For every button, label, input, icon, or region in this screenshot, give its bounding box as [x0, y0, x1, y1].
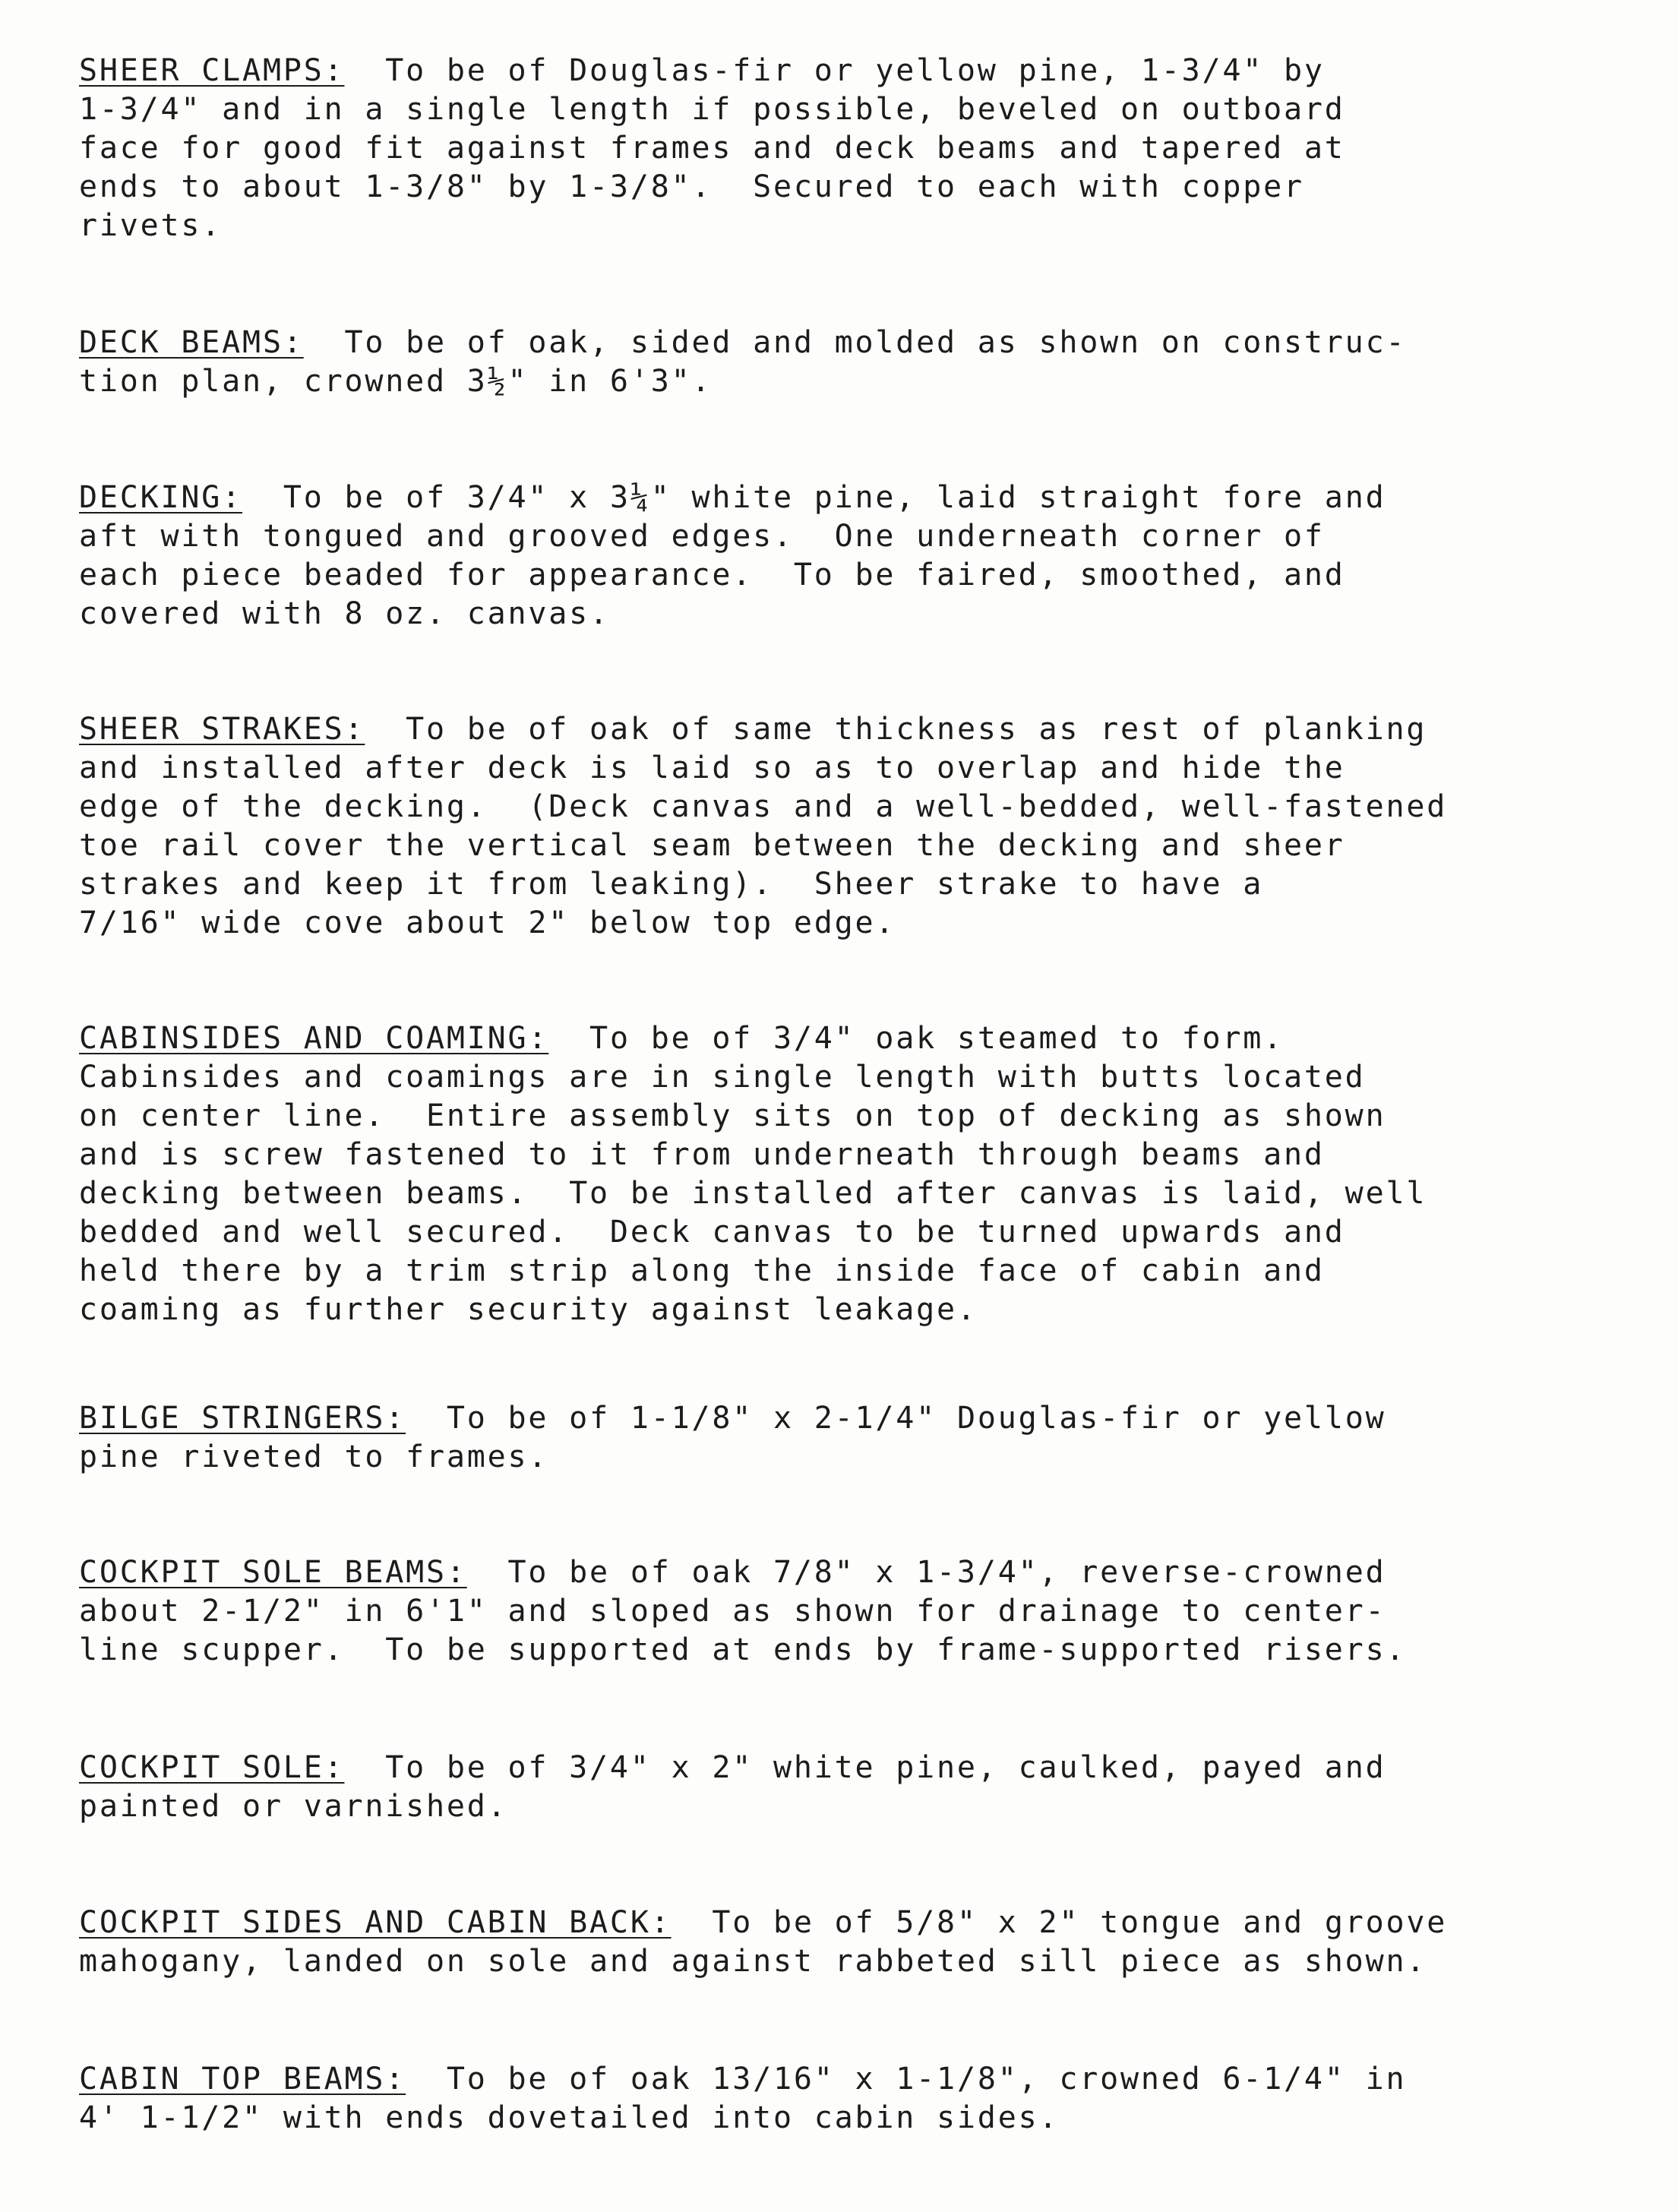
section-text-first-line: To be of 3/4" oak steamed to form.: [548, 1021, 1285, 1056]
section-bilge-stringers: [79, 1399, 1644, 1477]
section-text: pine riveted to frames.: [79, 1439, 549, 1474]
section-cabinsides-and-coaming: [79, 1019, 1644, 1329]
section-text-first-line: To be of Douglas-fir or yellow pine, 1-3/4" by: [344, 53, 1325, 88]
section-deck-beams: [79, 324, 1644, 401]
section-heading: SHEER STRAKES:: [79, 712, 365, 747]
section-text: and installed after deck is laid so as to overlap and hide the edge of the decking. (Deck canvas and a well-bedded, well-fastened toe rail cover the vertical seam between the decking and sheer strakes and keep it from leaking). Sheer strake to have a 7/16" wide cove about 2" below top edge.: [79, 750, 1448, 940]
section-cockpit-sole-beams: [79, 1553, 1644, 1670]
section-text-first-line: To be of oak 13/16" x 1-1/8", crowned 6-1/4" in: [406, 2062, 1407, 2097]
section-cockpit-sides-and-cabin-back: [79, 1904, 1644, 1981]
section-heading: COCKPIT SOLE:: [79, 1750, 345, 1785]
section-heading: COCKPIT SOLE BEAMS:: [79, 1555, 467, 1590]
section-text: 1-3/4" and in a single length if possible, beveled on outboard face for good fit against frames and deck beams and tapered at ends to about 1-3/8" by 1-3/8". Secured to each with copper rivets.: [79, 92, 1345, 243]
section-cockpit-sole: [79, 1749, 1644, 1826]
section-decking: [79, 479, 1644, 634]
section-text: mahogany, landed on sole and against rabbeted sill piece as shown.: [79, 1944, 1427, 1979]
section-heading: CABINSIDES AND COAMING:: [79, 1021, 549, 1056]
section-text-first-line: To be of oak of same thickness as rest of planking: [365, 712, 1427, 747]
section-heading: CABIN TOP BEAMS:: [79, 2062, 406, 2097]
section-text: aft with tongued and grooved edges. One underneath corner of each piece beaded for appearance. To be faired, smoothed, and covered with 8 oz. canvas.: [79, 519, 1345, 631]
section-text-first-line: To be of oak 7/8" x 1-3/4", reverse-crowned: [466, 1555, 1386, 1590]
section-cabin-top-beams: [79, 2060, 1644, 2138]
section-sheer-clamps: [79, 52, 1644, 245]
section-text-first-line: To be of 3/4" x 3¼" white pine, laid straight fore and: [242, 480, 1386, 515]
section-text-first-line: To be of 3/4" x 2" white pine, caulked, payed and: [344, 1750, 1386, 1785]
section-text: 4' 1-1/2" with ends dovetailed into cabin sides.: [79, 2100, 1060, 2135]
section-heading: DECK BEAMS:: [79, 325, 304, 360]
section-heading: SHEER CLAMPS:: [79, 53, 345, 88]
section-text: about 2-1/2" in 6'1" and sloped as shown for drainage to center- line scupper. To be supported at ends by frame-supported risers.: [79, 1594, 1407, 1667]
section-heading: DECKING:: [79, 480, 243, 515]
section-heading: COCKPIT SIDES AND CABIN BACK:: [79, 1905, 672, 1940]
section-text-first-line: To be of oak, sided and molded as shown on construc-: [303, 325, 1407, 360]
section-sheer-strakes: [79, 710, 1644, 943]
section-text-first-line: To be of 1-1/8" x 2-1/4" Douglas-fir or yellow: [406, 1401, 1386, 1436]
section-text: tion plan, crowned 3½" in 6'3".: [79, 364, 713, 399]
section-heading: BILGE STRINGERS:: [79, 1401, 406, 1436]
section-text: painted or varnished.: [79, 1789, 508, 1824]
section-text: Cabinsides and coamings are in single length with butts located on center line. Entire assembly sits on top of decking as shown and is screw fastened to it from underneath through beams and decking between beams. To be installed after canvas is laid, well bedded and well secured. Deck canvas to be turned upwards and held there by a trim strip along the inside face of cabin and coaming as further security against leakage.: [79, 1060, 1427, 1327]
section-text-first-line: To be of 5/8" x 2" tongue and groove: [671, 1905, 1448, 1940]
